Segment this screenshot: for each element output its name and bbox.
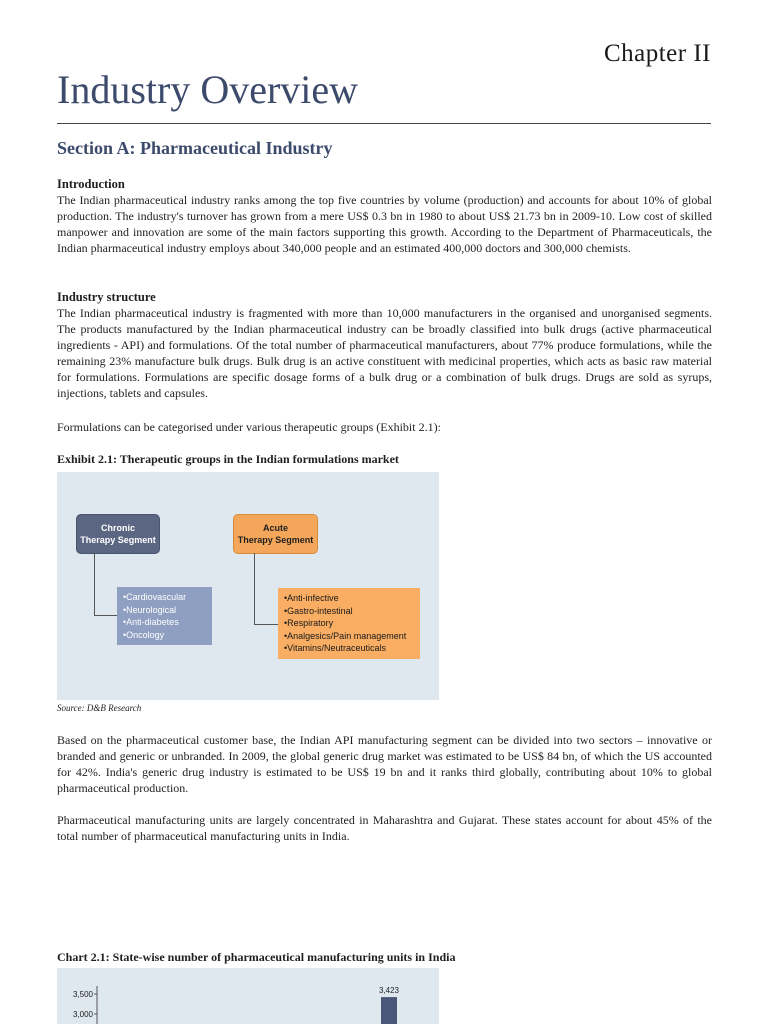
therapeutic-groups-diagram (57, 472, 439, 700)
y-tick-label: 3,500 (72, 990, 93, 999)
acute-therapy-list (278, 588, 420, 659)
api-block (57, 732, 712, 796)
y-tick-label: 3,000 (72, 1010, 93, 1019)
list-item: • Cardiovascular (123, 591, 206, 604)
chronic-therapy-list (117, 587, 212, 645)
introduction-block (57, 176, 712, 256)
industry-structure-block (57, 289, 712, 401)
section-title: Section A: Pharmaceutical Industry (57, 138, 333, 158)
industry-structure-paragraph: The Indian pharmaceutical industry is fragmented with more than 10,000 manufacturers in the organised and unorganised segments. The products manufactured by the Indian pharmaceutical industry can be broadly classified into bulk drugs (active pharmaceutical ingredients - API) and formulations. Of the total number of pharmaceutical manufacturers, about 77% produce formulations, while the remaining 23% manufacture bulk drugs. Bulk drug is an active constituent with medicinal properties, which acts as basic raw material for formulations. Formulations are specific dosage forms of a bulk drug or a combination of bulk drugs. Drugs are sold as syrups, injections, tablets and capsules. (57, 306, 712, 400)
page-title: Industry Overview (57, 67, 359, 112)
list-item: • Respiratory (284, 617, 414, 630)
chronic-label: Chronic (100, 523, 135, 533)
api-paragraph: Based on the pharmaceutical customer base, the Indian API manufacturing segment can be divided into two sectors – innovative or branded and generic or unbranded. In 2009, the global generic drug market was estimated to be US$ 84 bn, of which the US accounted for 42%. India's generic drug industry is estimated to be US$ 19 bn and it ranks third globally, contributing about 10% to global pharmaceutical production. (57, 733, 712, 795)
units-paragraph: Pharmaceutical manufacturing units are largely concentrated in Maharashtra and Gujarat. These states account for about 45% of the total number of pharmaceutical manufacturing units in India. (57, 813, 712, 843)
chronic-connector-vertical (94, 553, 95, 615)
chronic-therapy-box (76, 514, 160, 554)
chronic-connector-horizontal (94, 615, 117, 616)
bar-value-label: 3,423 (378, 986, 400, 996)
introduction-heading: Introduction (57, 177, 125, 191)
introduction-paragraph: The Indian pharmaceutical industry ranks among the top five countries by volume (production) and accounts for about 10% of global production. The industry's turnover has grown from a mere US$ 0.3 bn in 1980 to about US$ 21.73 bn in 2009-10. Low cost of skilled manpower and innovation are some of the main factors supporting this growth. According to the Department of Pharmaceuticals, the Indian pharmaceutical industry employs about 340,000 people and an estimated 400,000 doctors and 300,000 chemists. (57, 193, 712, 255)
list-item: • Neurological (123, 604, 206, 617)
acute-therapy-box (233, 514, 318, 554)
list-item: • Oncology (123, 629, 206, 642)
list-item: • Gastro-intestinal (284, 605, 414, 618)
list-item: • Vitamins/Neutraceuticals (284, 642, 414, 655)
title-divider (57, 123, 711, 124)
exhibit-title: Exhibit 2.1: Therapeutic groups in the Indian formulations market (57, 452, 399, 466)
chronic-sublabel: Therapy Segment (80, 535, 156, 545)
exhibit-title-block (57, 452, 712, 467)
formulations-paragraph: Formulations can be categorised under various therapeutic groups (Exhibit 2.1): (57, 420, 441, 434)
industry-structure-heading: Industry structure (57, 290, 156, 304)
list-item: • Analgesics/Pain management (284, 630, 414, 643)
formulations-block (57, 419, 712, 435)
acute-connector-horizontal (254, 624, 278, 625)
acute-connector-vertical (254, 553, 255, 624)
exhibit-source: Source: D&B Research (57, 703, 142, 713)
state-units-chart (57, 968, 439, 1024)
list-item: • Anti-diabetes (123, 616, 206, 629)
bar (381, 997, 397, 1024)
list-item: • Anti-infective (284, 592, 414, 605)
acute-sublabel: Therapy Segment (237, 535, 314, 545)
acute-label: Acute (262, 523, 288, 533)
chart-svg (57, 968, 439, 1024)
chart-title: Chart 2.1: State-wise number of pharmaceutical manufacturing units in India (57, 950, 456, 964)
units-block (57, 812, 712, 844)
chapter-label: Chapter II (603, 40, 711, 67)
